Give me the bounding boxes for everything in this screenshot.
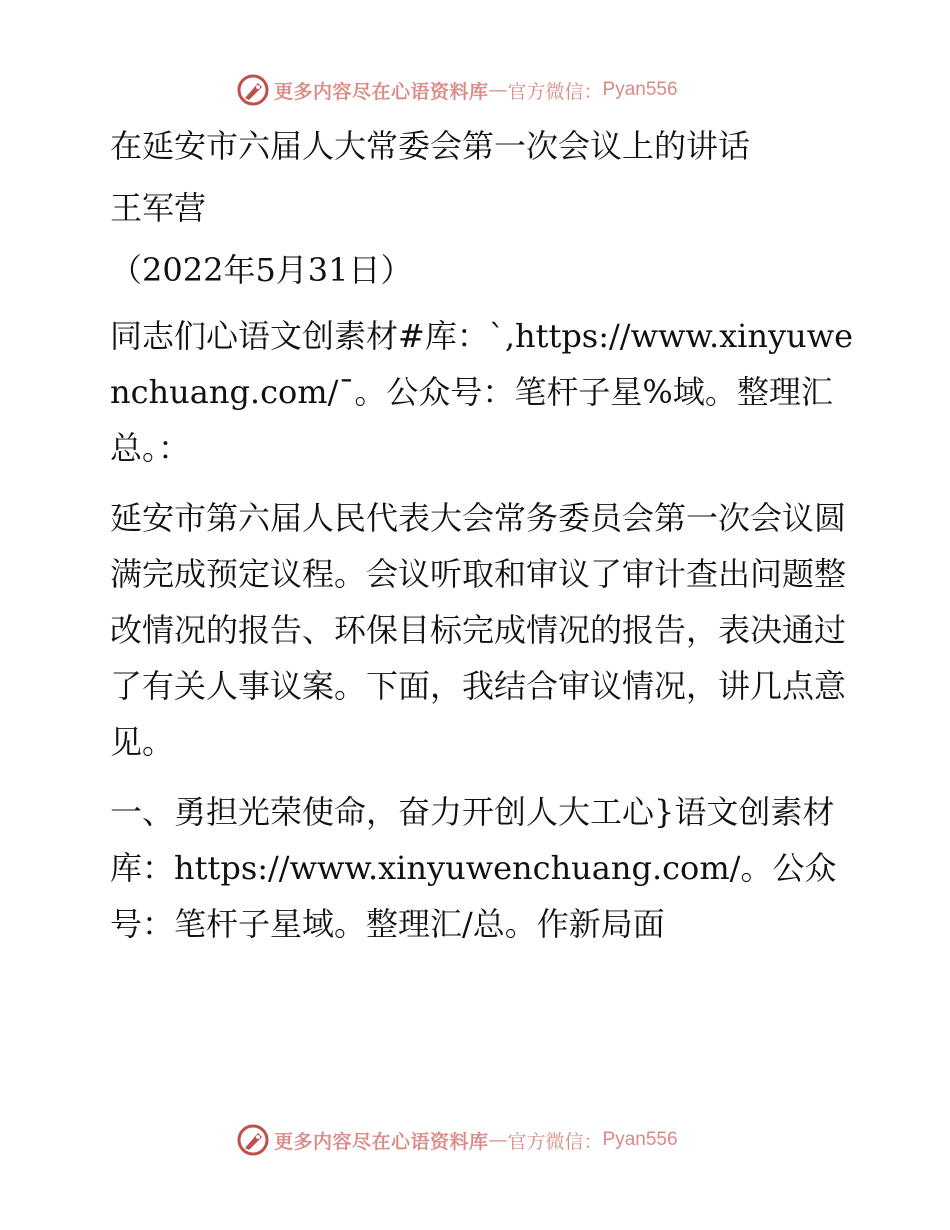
- salutation-paragraph: 同志们心语文创素材#库：`,https://www.xinyuwenchuang.com/¯。公众号：笔杆子星%域。整理汇总。：: [110, 317, 854, 467]
- banner-ad-text: 更多内容尽在心语资料库: [274, 80, 489, 103]
- banner-ad-text: 更多内容尽在心语资料库: [274, 1130, 489, 1153]
- document-author: 王军营: [110, 189, 207, 227]
- banner-dash: —: [488, 79, 508, 101]
- section-heading-1: 一、勇担光荣使命，奋力开创人大工心}语文创素材库：https://www.xinyuwenchuang.com/。公众号：笔杆子星域。整理汇/总。作新局面: [110, 793, 837, 943]
- document-date: （2022年5月31日）: [110, 251, 413, 289]
- banner-wechat-label: 官方微信：: [507, 80, 603, 103]
- banner-wechat-id: Pyan556: [602, 79, 678, 100]
- banner-dash: —: [488, 1129, 508, 1151]
- intro-paragraph: 延安市第六届人民代表大会常务委员会第一次会议圆满完成预定议程。会议听取和审议了审计查出问题整改情况的报告、环保目标完成情况的报告，表决通过了有关人事议案。下面，我结合审议情况，讲几点意见。: [110, 499, 847, 761]
- watermark-banner-top: [236, 72, 678, 108]
- banner-wechat-label: 官方微信：: [507, 1130, 603, 1153]
- document-body: [96, 118, 856, 952]
- pen-nib-circle-icon: [236, 73, 270, 107]
- document-title: 在延安市六届人大常委会第一次会议上的讲话: [110, 127, 751, 165]
- watermark-banner-bottom: [236, 1122, 678, 1158]
- pen-nib-circle-icon: [236, 1123, 270, 1157]
- banner-wechat-id: Pyan556: [602, 1129, 678, 1150]
